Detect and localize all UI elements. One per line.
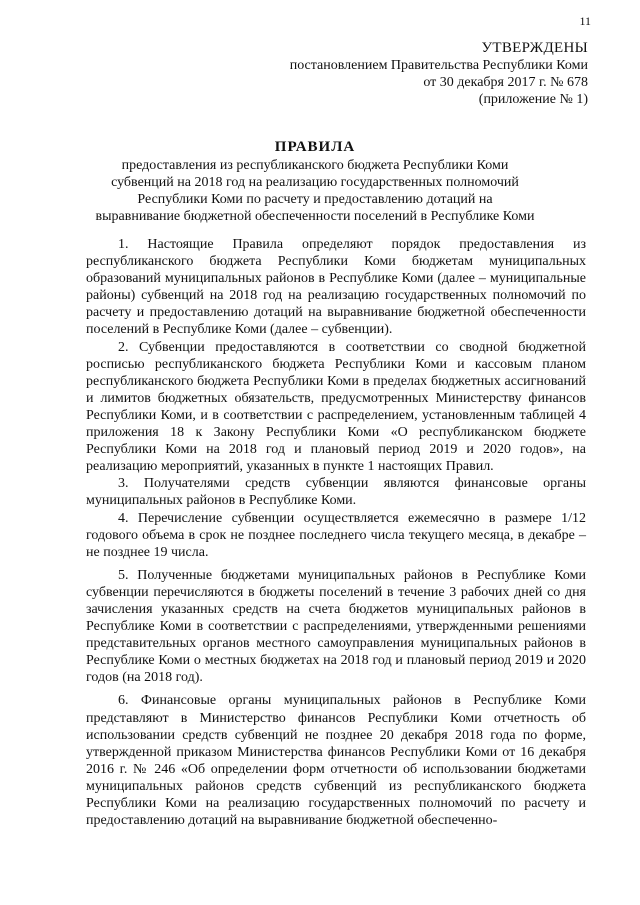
paragraph-1: 1. Настоящие Правила определяют порядок предоставления из республиканского бюджета Республики Коми бюджетам муниципальных образований муниципальных районов в Республике Коми (далее – муниципальные районы) субвенций на 2018 год на реализацию государственных полномочий по расчету и предоставлению дотаций на выравнивание бюджетной обеспеченности поселений в Республике Коми (далее – субвенции). [86,237,586,338]
approval-line-date: от 30 декабря 2017 г. № 678 [423,75,588,90]
paragraph-4: 4. Перечисление субвенции осуществляется ежемесячно в размере 1/12 годового объема в срок не позднее последнего числа текущего месяца, в декабре – не позднее 19 числа. [86,510,586,560]
title-block [95,138,535,225]
document-body [86,236,586,829]
approval-line-decree: постановлением Правительства Республики Коми [289,58,588,73]
paragraph-2: 2. Субвенции предоставляются в соответствии со сводной бюджетной росписью республиканского бюджета Республики Коми и кассовым планом республиканского бюджета Республики Коми в пределах бюджетных ассигнований и лимитов бюджетных обязательств, предусмотренных Министерству финансов Республики Коми, и в соответствии с распределением, установленным таблицей 4 приложения 18 к Закону Республики Коми «О республиканском бюджете Республики Коми на 2018 год и плановый период 2019 и 2020 годов», на реализацию мероприятий, указанных в пункте 1 настоящих Правил. [86,339,586,475]
paragraph-5: 5. Полученные бюджетами муниципальных районов в Республике Коми субвенции перечисляются в бюджеты поселений в течение 3 рабочих дней со дня зачисления указанных средств на счета бюджетов муниципальных районов в Республике Коми в соответствии с распределениями, утвержденными решениями представительных органов местного самоуправления муниципальных районов в Республике Коми о местных бюджетах на 2018 год и плановый период 2019 и 2020 годов (на 2018 год). [86,567,586,686]
page-number: 11 [579,14,591,28]
paragraph-3: 3. Получателями средств субвенции являются финансовые органы муниципальных районов в Республике Коми. [86,476,586,509]
paragraph-6: 6. Финансовые органы муниципальных районов в Республике Коми представляют в Министерство финансов Республики Коми отчетность об использовании средств субвенций не позднее 20 декабря 2018 года по форме, утвержденной приказом Министерства финансов Республики Коми от 16 декабря 2016 г. № 246 «Об определении форм отчетности об использовании бюджетами муниципальных районов средств субвенций из республиканского бюджета Республики Коми на реализацию государственных полномочий по расчету и предоставлению дотаций на выравнивание бюджетной обеспеченно- [86,693,586,829]
approval-line-appendix: (приложение № 1) [478,92,588,107]
approval-heading: УТВЕРЖДЕНЫ [481,40,588,56]
document-title: ПРАВИЛА [274,139,356,155]
document-subtitle: предоставления из республиканского бюджета Республики Коми субвенций на 2018 год на реализацию государственных полномочий Республики Коми по расчету и предоставлению дотаций на выравнивание бюджетной обеспеченности поселений в Республике Коми [95,158,535,224]
approval-block [290,40,588,108]
